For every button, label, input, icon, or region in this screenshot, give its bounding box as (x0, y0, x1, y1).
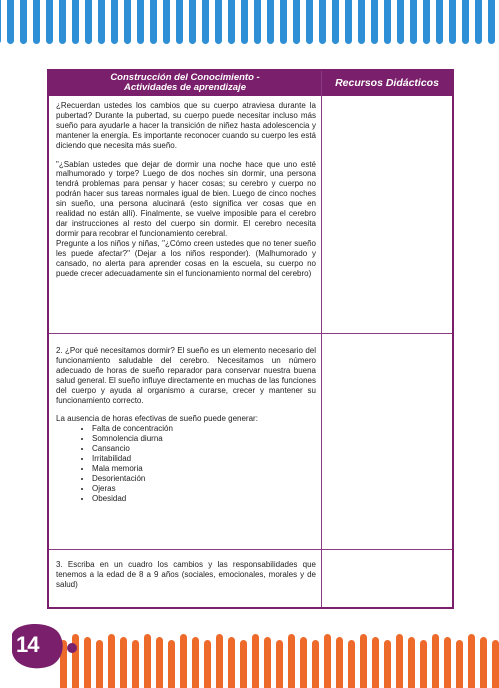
stripe (475, 0, 482, 44)
stripe (492, 640, 499, 688)
list-item: • Desorientación (92, 474, 316, 484)
stripe (176, 0, 183, 44)
stripe (468, 634, 475, 688)
stripe (84, 637, 91, 688)
row-divider-2 (49, 549, 452, 550)
stripe (98, 0, 105, 44)
stripe (254, 0, 261, 44)
stripe (480, 637, 487, 688)
stripe (488, 0, 495, 44)
stripe (336, 637, 343, 688)
list-item: • Mala memoria (92, 464, 316, 474)
stripe (396, 634, 403, 688)
stripe (202, 0, 209, 44)
stripe (293, 0, 300, 44)
stripe (59, 0, 66, 44)
stripe (111, 0, 118, 44)
stripe (108, 634, 115, 688)
page-number: 14 (16, 632, 39, 657)
stripe (444, 637, 451, 688)
stripe (462, 0, 469, 44)
stripe (410, 0, 417, 44)
stripe (300, 637, 307, 688)
stripe (423, 0, 430, 44)
stripe (216, 634, 223, 688)
stripe (371, 0, 378, 44)
stripe (267, 0, 274, 44)
stripe (124, 0, 131, 44)
stripe (240, 640, 247, 688)
stripe (408, 637, 415, 688)
stripe (20, 0, 27, 44)
stripe (436, 0, 443, 44)
table-header (49, 71, 452, 96)
stripe (7, 0, 14, 44)
section-1-paragraph-2: "¿Sabían ustedes que dejar de dormir una noche hace que uno esté malhumorado y torpe? Luego de dos noches sin dormir, una persona tendrá problemas para pensar y hacer cosas; su cerebro y cuerpo no podrán hacer sus tareas normales igual de bien. Luego de cinco noches sin sueño, una persona alucinará (esto significa ver cosas que en realidad no están allí). Finalmente, se vuelve imposible para el cerebro dar instrucciones al resto del cuerpo sin dormir. El cerebro necesita dormir para recobrar el funcionamiento cerebral. (56, 159, 316, 238)
stripe (345, 0, 352, 44)
stripe (150, 0, 157, 44)
list-item: • Somnolencia diurna (92, 434, 316, 444)
sleep-effects-list (56, 424, 316, 503)
stripe (449, 0, 456, 44)
stripe (72, 0, 79, 44)
stripe (180, 634, 187, 688)
stripe (96, 640, 103, 688)
stripe (288, 634, 295, 688)
stripe (384, 0, 391, 44)
section-2-paragraph-1: 2. ¿Por qué necesitamos dormir? El sueño es un elemento necesario del funcionamiento saludable del cerebro. Necesitamos un número adecuado de horas de sueño reparador para conservar nuestra buena salud general. El sueño influye directamente en muchas de las funciones del cuerpo y ayuda al organismo a curarse, crecer y mantener su funcionamiento correcto. (56, 346, 316, 405)
stripe (420, 640, 427, 688)
stripe (241, 0, 248, 44)
stripe (0, 0, 1, 44)
stripe (163, 0, 170, 44)
section-3 (56, 560, 316, 590)
stripe (358, 0, 365, 44)
stripe (384, 640, 391, 688)
stripe (144, 634, 151, 688)
stripe (168, 640, 175, 688)
stripe (33, 0, 40, 44)
header-didactic-resources: Recursos Didácticos (335, 77, 439, 89)
stripe (456, 640, 463, 688)
stripe (120, 637, 127, 688)
stripe (46, 0, 53, 44)
stripe (319, 0, 326, 44)
stripe (192, 637, 199, 688)
stripe (276, 640, 283, 688)
stripe (312, 640, 319, 688)
stripe (348, 640, 355, 688)
stripe (332, 0, 339, 44)
list-item: • Irritabilidad (92, 454, 316, 464)
header-title-line1: Construcción del Conocimiento - (110, 72, 260, 83)
section-1-paragraph-1: ¿Recuerdan ustedes los cambios que su cuerpo atraviesa durante la pubertad? Durante la pubertad, su cuerpo puede necesitar incluso más sueño para ayudarle a hacer la transición de niñez hasta adolescencia y mantener la energía. Es importante reconocer cuando su cuerpo les está diciendo que necesita más sueño. (56, 101, 316, 150)
column-divider (321, 71, 322, 607)
activities-table (47, 69, 454, 609)
stripe (252, 634, 259, 688)
stripe (132, 640, 139, 688)
stripe (324, 634, 331, 688)
row-divider-1 (49, 333, 452, 334)
stripe (306, 0, 313, 44)
section-2-paragraph-2: La ausencia de horas efectivas de sueño puede generar: (56, 414, 258, 424)
stripe (360, 634, 367, 688)
stripe (228, 0, 235, 44)
stripe (228, 637, 235, 688)
top-stripe-decoration (0, 0, 499, 48)
stripe (280, 0, 287, 44)
stripe (204, 640, 211, 688)
list-item: • Obesidad (92, 494, 316, 504)
list-item: • Ojeras (92, 484, 316, 494)
header-knowledge-construction (49, 71, 321, 96)
section-1-paragraph-3: Pregunte a los niños y niñas, "¿Cómo creen ustedes que no tener sueño les puede afectar?" (Dejar a los niños responder). (Malhumorado y cansado, no alerta para aprender cosas en la escuela, su cuerpo no puede crecer adecuadamente sin el funcionamiento normal del cerebro) (56, 238, 316, 278)
stripe (372, 637, 379, 688)
header-title-line2: Actividades de aprendizaje (124, 82, 246, 93)
stripe (432, 634, 439, 688)
section-3-paragraph-1: 3. Escriba en un cuadro los cambios y las responsabilidades que tenemos a la edad de 8 a 9 años (sociales, emocionales, morales y de salud) (56, 560, 316, 589)
stripe (156, 637, 163, 688)
stripe (215, 0, 222, 44)
stripe (189, 0, 196, 44)
section-1 (56, 101, 316, 278)
stripe (397, 0, 404, 44)
stripe (137, 0, 144, 44)
stripe (264, 637, 271, 688)
section-2 (56, 346, 316, 504)
stripe (85, 0, 92, 44)
list-item: • Cansancio (92, 444, 316, 454)
list-item: • Falta de concentración (92, 424, 316, 434)
